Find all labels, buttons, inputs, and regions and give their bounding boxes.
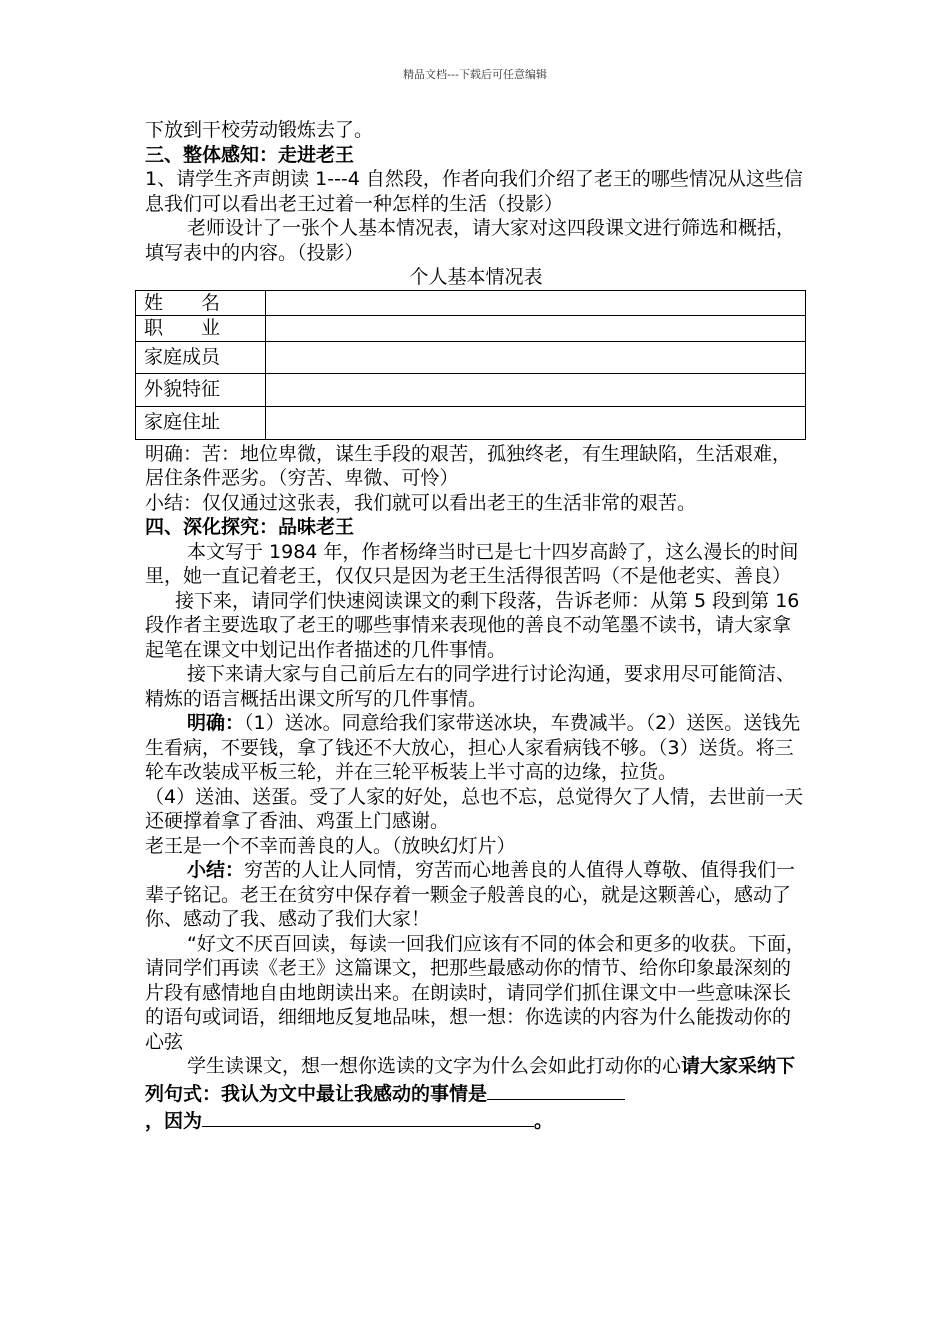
table-title: 个人基本情况表 [409, 266, 543, 288]
table-cell-empty [266, 373, 806, 406]
table-row-label: 家庭住址 [136, 406, 266, 439]
table-row [136, 341, 806, 373]
table-cell-empty [266, 290, 806, 316]
fill-blank-line [487, 1079, 625, 1100]
table-cell-empty [266, 406, 806, 439]
table-row-label: 外貌特征 [136, 373, 266, 406]
table-row [136, 290, 806, 316]
paragraph: 下放到干校劳动锻炼去了。 [145, 119, 374, 141]
table-row-label: 职 业 [136, 316, 266, 342]
paragraph: 老师设计了一张个人基本情况表，请大家对这四段课文进行筛选和概括，填写表中的内容。（投影） [145, 217, 796, 264]
paragraph-text: 学生读课文，想一想你选读的文字为什么会如此打动你的心 [187, 1055, 682, 1077]
table-row-label: 姓 名 [136, 290, 266, 316]
table-row-label: 家庭成员 [136, 341, 266, 373]
bold-prompt: 。 [534, 1110, 554, 1132]
paragraph [145, 711, 807, 785]
table-cell-empty [266, 341, 806, 373]
section-heading: 三、整体感知：走进老王 [145, 143, 355, 166]
paragraph: （4）送油、送蛋。受了人家的好处，总也不忘，总觉得欠了人情，去世前一天还硬撑着拿了香油、鸡蛋上门感谢。 [145, 785, 804, 832]
paragraph: 老王是一个不幸而善良的人。（放映幻灯片） [145, 834, 516, 857]
info-table [135, 290, 806, 440]
bold-prompt: ，因为 [145, 1110, 203, 1132]
paragraph: 接下来，请同学们快速阅读课文的剩下段落，告诉老师：从第 5 段到第 16 段作者主要选取了老王的哪些事情来表现他的善良不动笔墨不读书，请大家拿起笔在课文中划记出作者描述的几件事情。 [145, 589, 800, 661]
section-heading: 四、深化探究：品味老王 [145, 516, 355, 538]
paragraph [145, 858, 807, 932]
table-row [136, 373, 806, 406]
bold-prompt: 请大家采纳下列句式：我认为文中最让我感动的事情是 [145, 1055, 796, 1105]
document-body [145, 118, 807, 1134]
paragraph [145, 1106, 807, 1134]
paragraph: 小结：仅仅通过这张表，我们就可以看出老王的生活非常的艰苦。 [145, 491, 697, 514]
table-row [136, 406, 806, 439]
inline-label: 小结： [187, 859, 245, 881]
paragraph [145, 1054, 807, 1106]
paragraph-text: 穷苦的人让人同情，穷苦而心地善良的人值得人尊敬、值得我们一辈子铭记。老王在贫穷中保存着一颗金子般善良的心，就是这颗善心，感动了你、感动了我、感动了我们大家！ [145, 859, 796, 930]
fill-blank-line [202, 1106, 534, 1127]
paragraph: “好文不厌百回读，每读一回我们应该有不同的体会和更多的收获。下面，请同学们再读《老王》这篇课文，把那些最感动你的情节、给你印象最深刻的片段有感情地自由地朗读出来。在朗读时，请同学们抓住课文中一些意味深长的语句或词语，细细地反复地品味，想一想：你选读的内容为什么能拨动你的心弦 [145, 932, 805, 1053]
table-row [136, 316, 806, 342]
paragraph: 接下来请大家与自己前后左右的同学进行讨论沟通，要求用尽可能简洁、精炼的语言概括出课文所写的几件事情。 [145, 663, 796, 710]
paragraph: 本文写于 1984 年，作者杨绛当时已是七十四岁高龄了，这么漫长的时间里，她一直记着老王，仅仅只是因为老王生活得很苦吗（不是他老实、善良） [145, 540, 799, 587]
paragraph-text: （1）送冰。同意给我们家带送冰块，车费减半。（2）送医。送钱先生看病，不要钱，拿了钱还不大放心，担心人家看病钱不够。（3）送货。将三轮车改装成平板三轮，并在三轮平板装上半寸高的边缘，拉货。 [145, 712, 801, 783]
paragraph: 明确：苦：地位卑微，谋生手段的艰苦，孤独终老，有生理缺陷，生活艰难，居住条件恶劣。（穷苦、卑微、可怜） [145, 442, 792, 489]
page-header: 精品文档---下载后可任意编辑 [403, 68, 547, 81]
paragraph: 1、请学生齐声朗读 1---4 自然段，作者向我们介绍了老王的哪些情况从这些信息我们可以看出老王过着一种怎样的生活（投影） [145, 168, 803, 215]
inline-label: 明确： [187, 712, 245, 734]
table-cell-empty [266, 316, 806, 342]
